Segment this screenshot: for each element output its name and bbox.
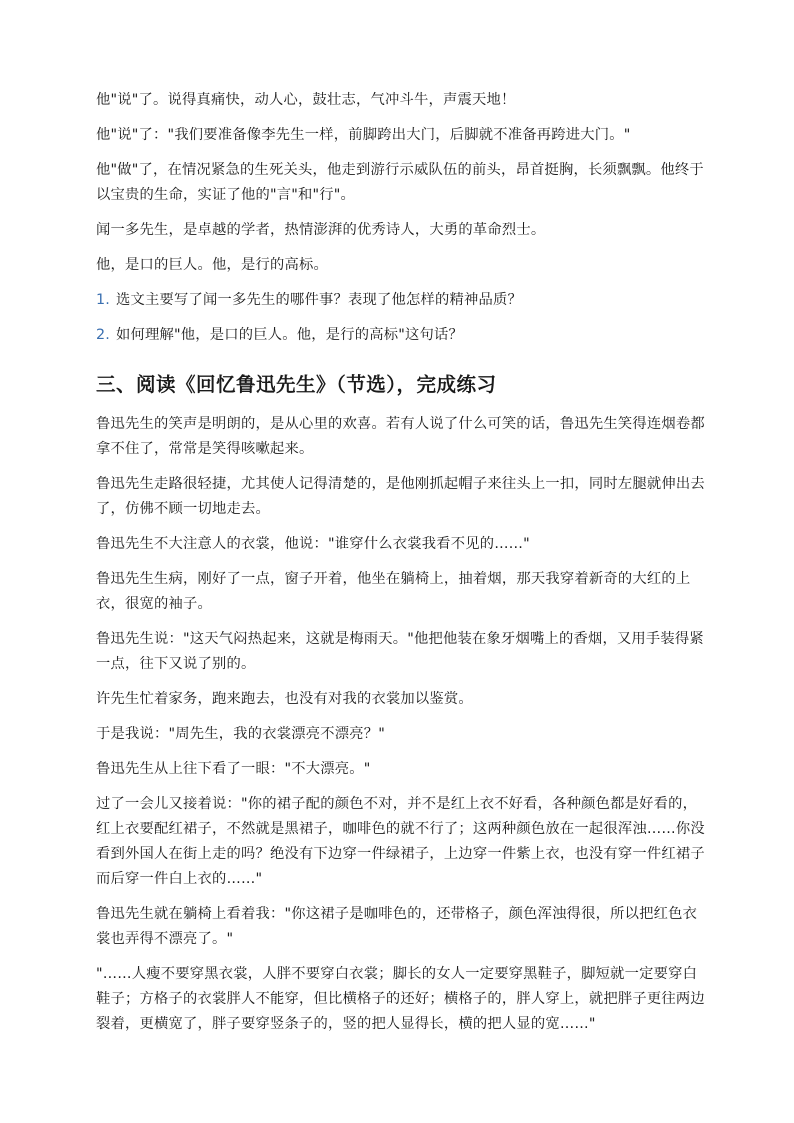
- section-heading: 三、阅读《回忆鲁迅先生》（节选），完成练习: [96, 373, 497, 396]
- paragraph: 闻一多先生，是卓越的学者，热情澎湃的优秀诗人，大勇的革命烈士。: [96, 222, 546, 238]
- document-content: [96, 88, 706, 1047]
- question-number: 1.: [96, 292, 111, 308]
- paragraph: 他"做"了，在情况紧急的生死关头，他走到游行示威队伍的前头，昂首挺胸，长须飘飘。他终于以宝贵的生命，实证了他的"言"和"行"。: [96, 162, 704, 203]
- paragraph: "……人瘦不要穿黑衣裳，人胖不要穿白衣裳；脚长的女人一定要穿黑鞋子，脚短就一定要穿白鞋子；方格子的衣裳胖人不能穿，但比横格子的还好；横格子的，胖人穿上，就把胖子更往两边裂着，更横宽了，胖子要穿竖条子的，竖的把人显得长，横的把人显的宽……": [96, 966, 705, 1032]
- paragraph: 鲁迅先生就在躺椅上看着我："你这裙子是咖啡色的，还带格子，颜色浑浊得很，所以把红色衣裳也弄得不漂亮了。": [96, 906, 698, 947]
- paragraph: 于是我说："周先生，我的衣裳漂亮不漂亮？": [96, 726, 385, 742]
- paragraph: 他"说"了。说得真痛快，动人心，鼓壮志，气冲斗牛，声震天地！: [96, 92, 516, 108]
- paragraph: 鲁迅先生从上往下看了一眼："不大漂亮。": [96, 761, 371, 777]
- paragraph: 他，是口的巨人。他，是行的高标。: [96, 257, 328, 273]
- paragraph: 许先生忙着家务，跑来跑去，也没有对我的衣裳加以鉴赏。: [96, 691, 473, 707]
- question-item: [96, 323, 706, 348]
- paragraph: 他"说"了："我们要准备像李先生一样，前脚跨出大门，后脚就不准备再跨进大门。": [96, 127, 631, 143]
- paragraph: 鲁迅先生说："这天气闷热起来，这就是梅雨天。"他把他装在象牙烟嘴上的香烟，又用手装得紧一点，往下又说了别的。: [96, 631, 704, 672]
- paragraph: 鲁迅先生生病，刚好了一点，窗子开着，他坐在躺椅上，抽着烟，那天我穿着新奇的大红的上衣，很宽的袖子。: [96, 571, 691, 612]
- paragraph: 鲁迅先生的笑声是明朗的，是从心里的欢喜。若有人说了什么可笑的话，鲁迅先生笑得连烟卷都拿不住了，常常是笑得咳嗽起来。: [96, 416, 705, 457]
- question-item: [96, 288, 706, 313]
- question-number: 2.: [96, 327, 111, 343]
- paragraph: 鲁迅先生不大注意人的衣裳，他说："谁穿什么衣裳我看不见的……": [96, 536, 530, 552]
- paragraph: 过了一会儿又接着说："你的裙子配的颜色不对，并不是红上衣不好看，各种颜色都是好看的，红上衣要配红裙子，不然就是黑裙子，咖啡色的就不行了；这两种颜色放在一起很浑浊……你没看到外国人在街上走的吗？绝没有下边穿一件绿裙子，上边穿一件紫上衣，也没有穿一件红裙子而后穿一件白上衣的……": [96, 796, 705, 887]
- question-text: 如何理解"他，是口的巨人。他，是行的高标"这句话？: [116, 327, 464, 343]
- paragraph: 鲁迅先生走路很轻捷，尤其使人记得清楚的，是他刚抓起帽子来往头上一扣，同时左腿就伸出去了，仿佛不顾一切地走去。: [96, 476, 705, 517]
- question-text: 选文主要写了闻一多先生的哪件事？表现了他怎样的精神品质？: [116, 292, 522, 308]
